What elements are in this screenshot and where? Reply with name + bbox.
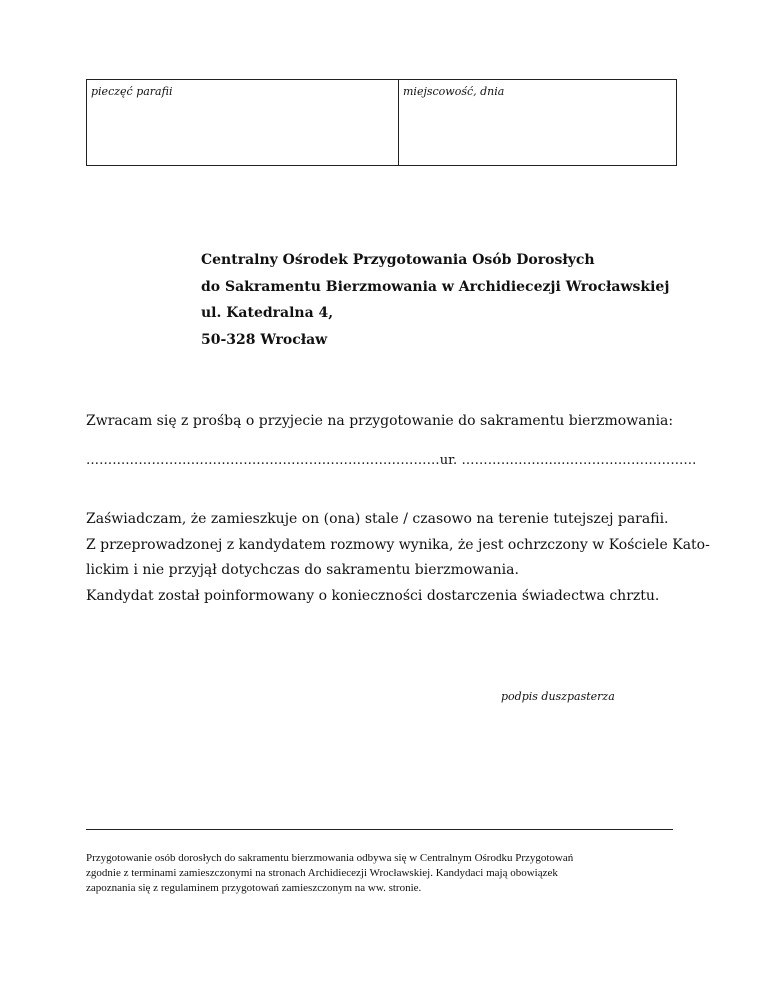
declaration-text <box>86 507 710 609</box>
header-table <box>86 79 677 166</box>
recipient-address <box>201 247 669 353</box>
place-date-field <box>399 80 676 165</box>
footnote-divider <box>86 829 673 830</box>
footnote-line-1: Przygotowanie osób dorosłych do sakramentu bierzmowania odbywa się w Centralnym Ośrodku Przygotowań <box>86 852 574 864</box>
address-line-4: 50-328 Wrocław <box>201 331 328 348</box>
footnote <box>86 851 686 896</box>
declaration-line-3: lickim i nie przyjął dotychczas do sakramentu bierzmowania. <box>86 562 519 579</box>
place-date-label: miejscowość, dnia <box>403 85 505 98</box>
parish-seal-field <box>87 80 399 165</box>
address-line-1: Centralny Ośrodek Przygotowania Osób Dorosłych <box>201 252 595 268</box>
address-line-3: ul. Katedralna 4, <box>201 305 334 321</box>
parish-seal-label: pieczęć parafii <box>91 85 173 98</box>
footnote-line-2: zgodnie z terminami zamieszczonymi na stronach Archidiecezji Wrocławskiej. Kandydaci mają obowiązek <box>86 867 558 879</box>
address-line-2: do Sakramentu Bierzmowania w Archidiecezji Wrocławskiej <box>201 278 670 295</box>
declaration-line-4: Kandydat został poinformowany o konieczności dostarczenia świadectwa chrztu. <box>86 587 660 604</box>
request-text: Zwracam się z prośbą o przyjecie na przygotowanie do sakramentu bierzmowania: <box>86 413 674 429</box>
footnote-line-3: zapoznania się z regulaminem przygotowań zamieszczonym na ww. stronie. <box>86 882 422 894</box>
declaration-line-1: Zaświadczam, że zamieszkuje on (ona) stale / czasowo na terenie tutejszej parafii. <box>86 511 669 527</box>
declaration-line-2: Z przeprowadzonej z kandydatem rozmowy wynika, że jest ochrzczony w Kościele Kato- <box>86 536 710 553</box>
candidate-name-birth-line: ………………………………………………………………………ur. ………………......………………………… <box>86 453 697 468</box>
pastor-signature-label: podpis duszpasterza <box>501 690 615 703</box>
